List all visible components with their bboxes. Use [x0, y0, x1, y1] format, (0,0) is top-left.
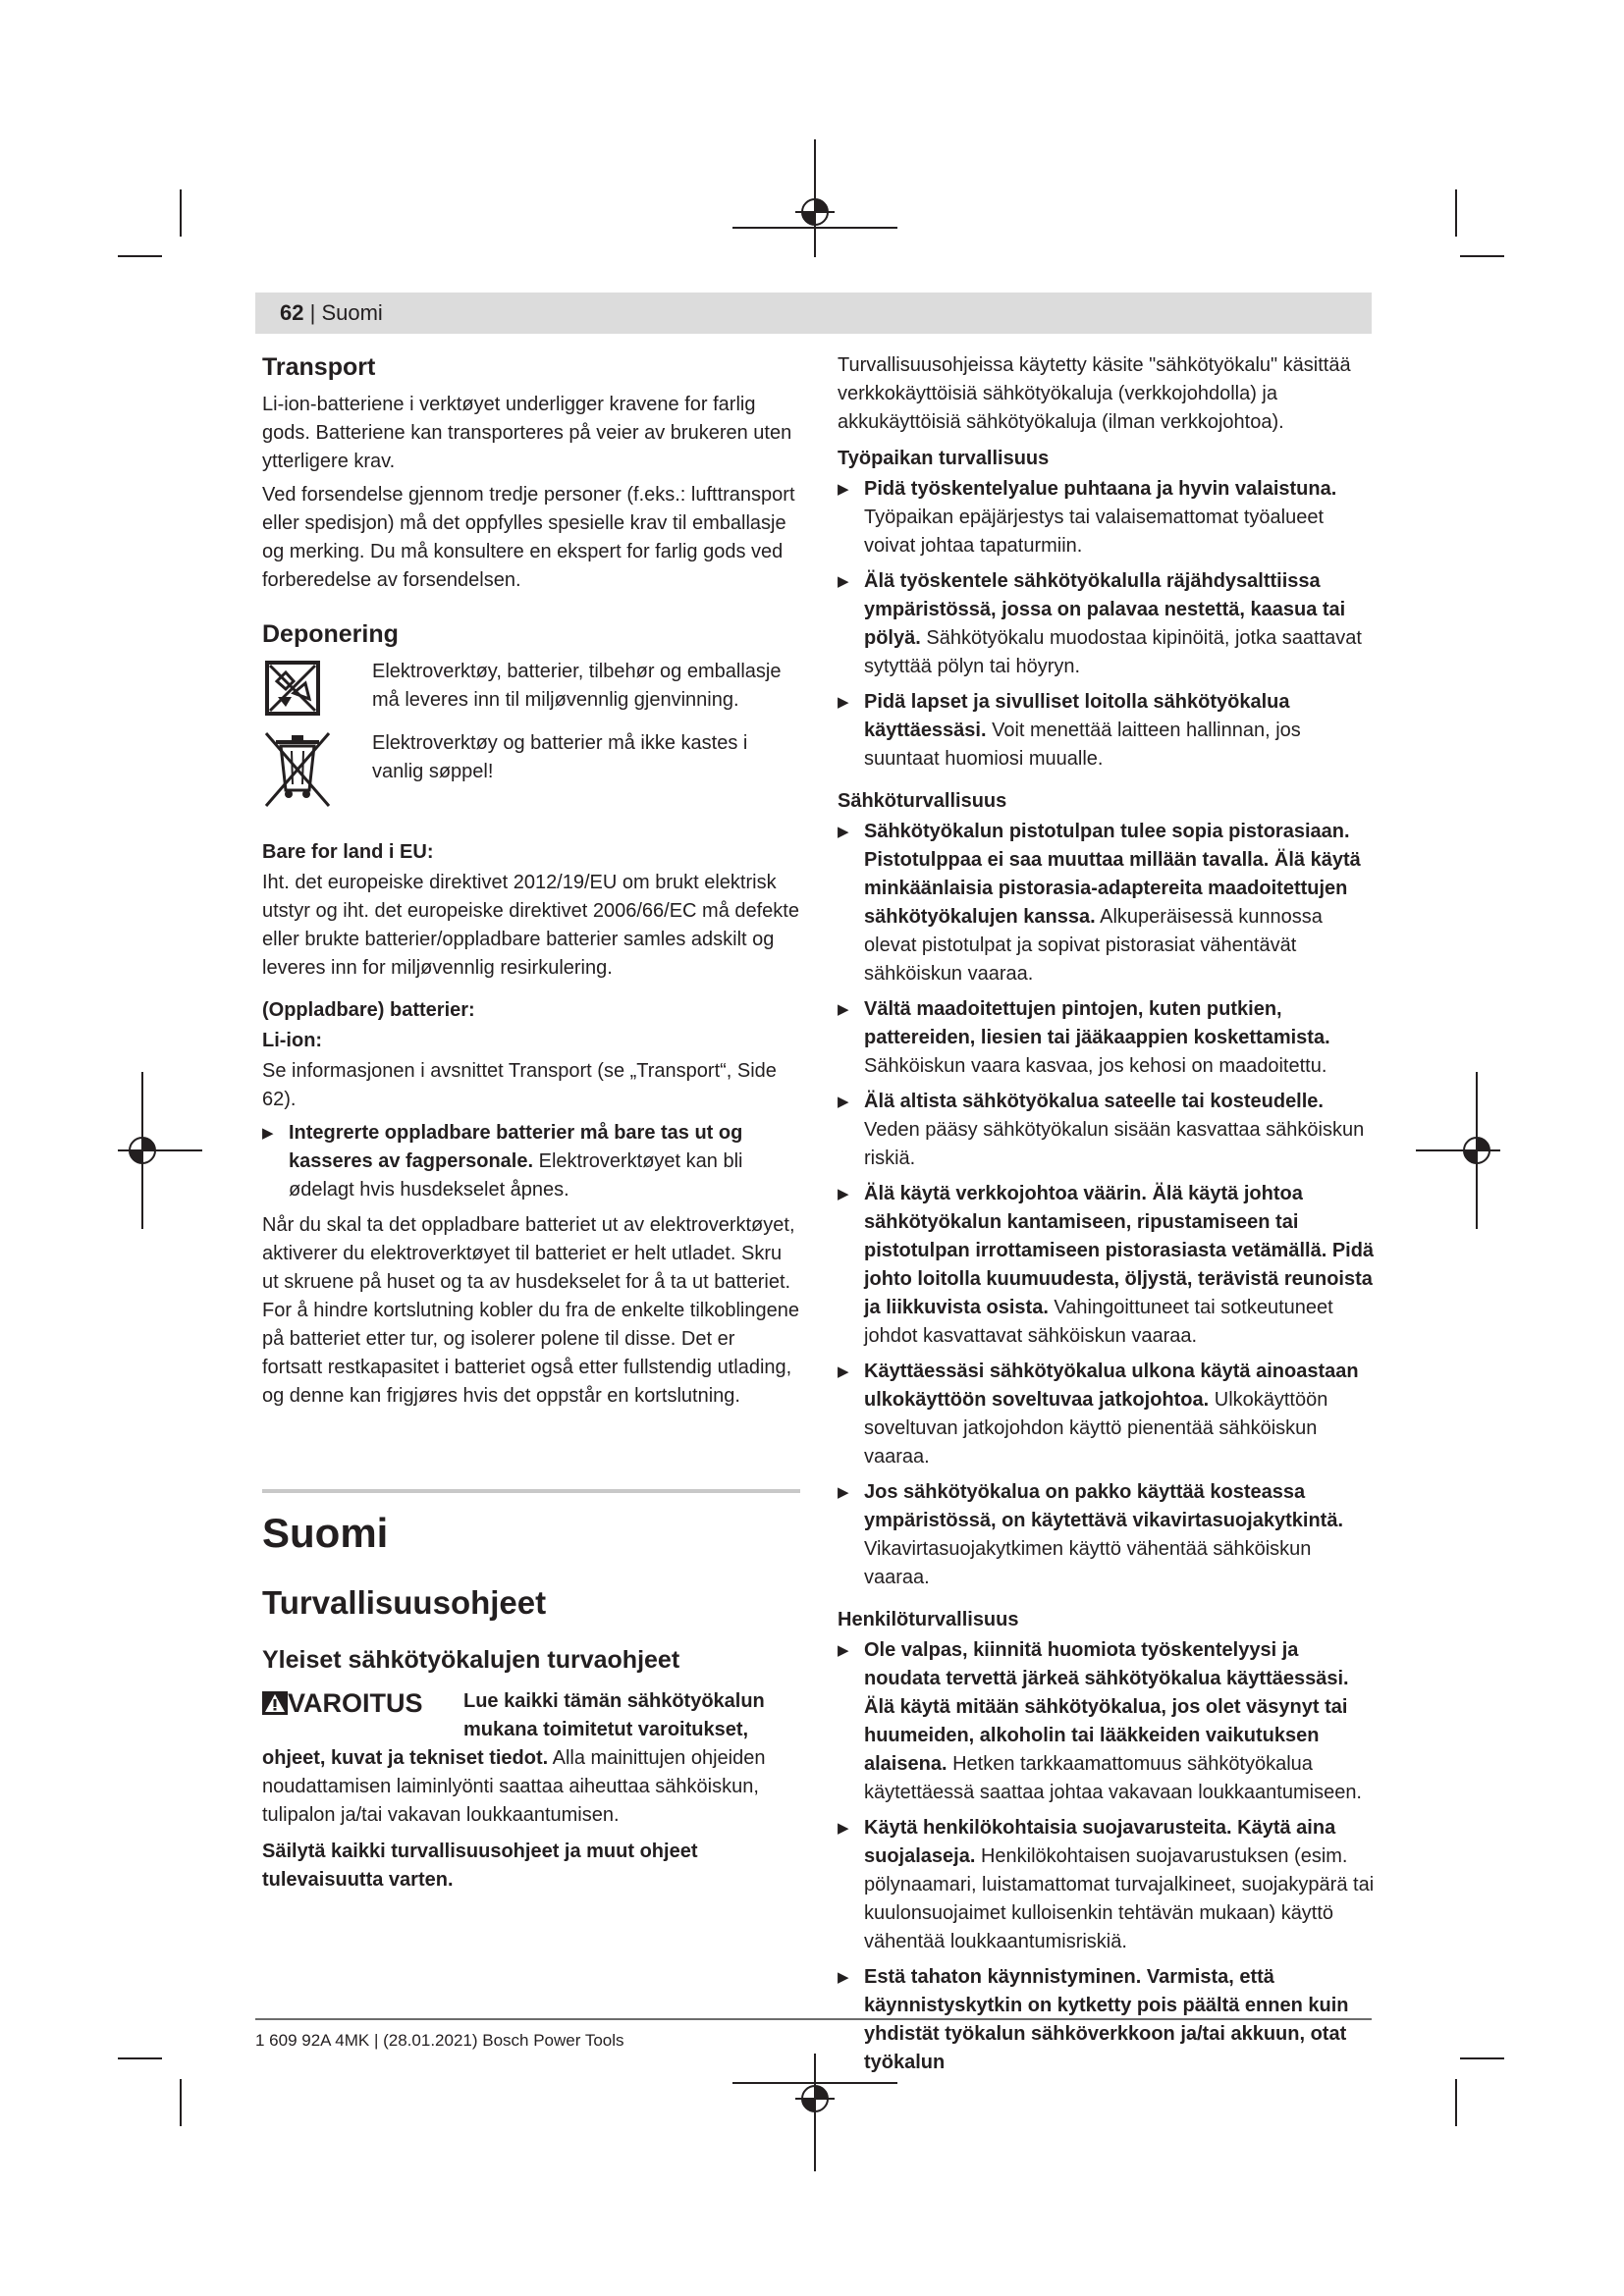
- list-item: [838, 818, 1380, 988]
- left-column: [262, 351, 800, 1899]
- item-text: Vahingoittuneet tai sotkeutuneet johdot kasvattavat sähköiskun vaaraa.: [864, 1297, 1333, 1347]
- item-bold: Estä tahaton käynnistyminen. Varmista, että käynnistyskytkin on kytketty pois päältä ennen kuin yhdistät työkalun sähköverkkoon ja/tai akkuun, otat työkalun: [864, 1966, 1349, 2073]
- crossed-bin-icon: [262, 729, 333, 810]
- header-separator: |: [303, 300, 322, 325]
- crop-mark: [1455, 2079, 1457, 2126]
- li-ion-heading: Li-ion:: [262, 1030, 323, 1051]
- chapter-title: Suomi: [262, 1510, 389, 1556]
- item-text: Veden pääsy sähkötyökalun sisään kasvattaa sähköiskun riskiä.: [864, 1119, 1365, 1169]
- list-item: [838, 1478, 1380, 1592]
- registration-mark-left: [116, 1070, 204, 1232]
- crop-mark: [1455, 189, 1457, 237]
- deponering-heading: Deponering: [262, 620, 399, 648]
- warning-badge: [262, 1687, 463, 1719]
- item-bold: Sähkötyökalun pistotulpan tulee sopia pistorasiaan. Pistotulppaa ei saa muuttaa millään tavalla. Älä käytä minkäänlaisia pistorasia-adaptereita maadoitettujen sähkötyökalujen kanssa.: [864, 821, 1361, 928]
- work-area-list: [838, 475, 1380, 774]
- crop-mark: [118, 2057, 162, 2059]
- transport-heading: Transport: [262, 353, 376, 381]
- crop-mark: [118, 255, 162, 257]
- batteries-text-2: Når du skal ta det oppladbare batteriet ut av elektroverktøyet, aktiverer du elektroverktøyet til batteriet er helt utladet. Skru ut skruene på huset og ta av husdekselet for å ta ut batteriet. For å hindre kortslutning kobler du fra de enkelte tilkoblingene på batteriet etter tur, og isolerer polene til disse. Det er fortsatt restkapasitet i batteriet også etter fullstendig utlading, og denne kan frigjøres hvis det oppstår en kortslutning.: [262, 1214, 799, 1407]
- header-section: Suomi: [321, 300, 383, 325]
- list-item: [838, 1963, 1380, 2077]
- warning-bold-text: Lue kaikki tämän sähkötyökalun mukana toimitetut varoitukset, ohjeet, kuvat ja tekniset tiedot.: [262, 1690, 765, 1769]
- electrical-list: [838, 818, 1380, 1592]
- list-item: [838, 1088, 1380, 1173]
- eu-text: Iht. det europeiske direktivet 2012/19/EU om brukt elektrisk utstyr og iht. det europeiske direktivet 2006/66/EC må defekte eller brukte batterier/oppladbare batterier samles adskilt og leveres inn for miljøvennlig resirkulering.: [262, 872, 799, 979]
- bullet-bold: Integrerte oppladbare batterier må bare tas ut og kasseres av fagpersonale.: [289, 1122, 743, 1172]
- registration-mark-right: [1414, 1070, 1502, 1232]
- batteries-text: Se informasjonen i avsnittet Transport (se „Transport“, Side 62).: [262, 1060, 777, 1110]
- list-item: [838, 1180, 1380, 1351]
- page-header: [280, 300, 383, 326]
- item-text: Sähköiskun vaara kasvaa, jos kehosi on maadoitettu.: [864, 1055, 1327, 1077]
- page-number: 62: [280, 300, 304, 325]
- crop-mark: [180, 189, 182, 237]
- warning-label: VAROITUS: [288, 1688, 423, 1718]
- item-bold: Pidä työskentelyalue puhtaana ja hyvin valaistuna.: [864, 478, 1337, 500]
- item-text: Alkuperäisessä kunnossa olevat pistotulpat ja sopivat pistorasiat vähentävät sähköiskun vaaraa.: [864, 906, 1323, 985]
- item-bold: Älä altista sähkötyökalua sateelle tai kosteudelle.: [864, 1091, 1324, 1112]
- warning-block: [262, 1687, 800, 1830]
- item-bold: Vältä maadoitettujen pintojen, kuten putkien, pattereiden, liesien tai jääkaappien koskettamista.: [864, 998, 1330, 1048]
- list-item: [838, 1814, 1380, 1956]
- disposal-row-1: [262, 658, 800, 725]
- item-text: Työpaikan epäjärjestys tai valaisemattomat työalueet voivat johtaa tapaturmiin.: [864, 507, 1325, 557]
- list-item: [838, 688, 1380, 774]
- work-area-heading: Työpaikan turvallisuus: [838, 448, 1050, 469]
- item-bold: Älä käytä verkkojohtoa väärin. Älä käytä johtoa sähkötyökalun kantamiseen, ripustamiseen tai pistotulpan irrottamiseen pistorasiasta vetämällä. Pidä johto loitolla kuumuudesta, öljystä, terävistä reunoista ja liikkuvista osista.: [864, 1183, 1375, 1318]
- item-bold: Jos sähkötyökalua on pakko käyttää kosteassa ympäristössä, on käytettävä vikavirtasuojakytkintä.: [864, 1481, 1344, 1531]
- crop-mark: [1460, 2057, 1504, 2059]
- transport-paragraph-1: Li-ion-batteriene i verktøyet underligger kravene for farlig gods. Batteriene kan transporteres på veier av brukeren uten ytterligere krav.: [262, 394, 792, 472]
- item-bold: Pidä lapset ja sivulliset loitolla sähkötyökalua käyttäessäsi.: [864, 691, 1290, 741]
- transport-paragraph-2: Ved forsendelse gjennom tredje personer (f.eks.: lufttransport eller spedisjon) må det oppfylles spesielle krav til emballasje og merking. Du må konsultere en ekspert for farlig gods ved forberedelse av forsendelsen.: [262, 484, 795, 591]
- footer-rule: [255, 2018, 1372, 2020]
- warning-triangle-icon: [262, 1691, 288, 1715]
- registration-mark-top: [725, 137, 906, 260]
- list-item: [838, 1636, 1380, 1807]
- item-bold: Ole valpas, kiinnitä huomiota työskentelyysi ja noudata tervettä järkeä sähkötyökalua käyttäessäsi. Älä käytä mitään sähkötyökalua, jos olet väsynyt tai huumeiden, alkoholin tai lääkkeiden vaikutuksen alaisena.: [864, 1639, 1349, 1775]
- item-text: Ulkokäyttöön soveltuvan jatkojohdon käyttö pienentää sähköiskun vaaraa.: [864, 1389, 1328, 1468]
- recycling-symbol-icon: [264, 660, 321, 717]
- disposal-text-1: Elektroverktøy, batterier, tilbehør og emballasje må leveres inn til miljøvennlig gjenvinning.: [372, 661, 782, 711]
- item-text: Voit menettää laitteen hallinnan, jos suuntaat huomiosi muualle.: [864, 720, 1301, 770]
- item-bold: Käytä henkilökohtaisia suojavarusteita. Käytä aina suojalaseja.: [864, 1817, 1336, 1867]
- disposal-row-2: [262, 729, 800, 819]
- list-item: [838, 475, 1380, 561]
- item-text: Hetken tarkkaamattomuus sähkötyökalua käytettäessä saattaa johtaa vakavaan loukkaantumiseen.: [864, 1753, 1362, 1803]
- batteries-bullets: [262, 1119, 800, 1204]
- item-text: Vikavirtasuojakytkimen käyttö vähentää sähköiskun vaaraa.: [864, 1538, 1312, 1588]
- crop-mark: [180, 2079, 182, 2126]
- personal-list: [838, 1636, 1380, 2077]
- personal-heading: Henkilöturvallisuus: [838, 1609, 1019, 1630]
- right-column: [838, 351, 1380, 2084]
- crop-mark: [1460, 255, 1504, 257]
- eu-heading: Bare for land i EU:: [262, 841, 434, 863]
- item-bold: Käyttäessäsi sähkötyökalua ulkona käytä ainoastaan ulkokäyttöön soveltuvaa jatkojohtoa.: [864, 1361, 1359, 1411]
- bullet-rest: Elektroverktøyet kan bli ødelagt hvis husdekselet åpnes.: [289, 1150, 743, 1201]
- item-bold: Älä työskentele sähkötyökalulla räjähdysalttiissa ympäristössä, jossa on palavaa nestettä, kaasua tai pölyä.: [864, 570, 1346, 649]
- safety-title: Turvallisuusohjeet: [262, 1584, 547, 1621]
- save-instructions: Säilytä kaikki turvallisuusohjeet ja muut ohjeet tulevaisuutta varten.: [262, 1841, 698, 1891]
- footer-text: 1 609 92A 4MK | (28.01.2021) Bosch Power Tools: [255, 2031, 624, 2050]
- item-text: Sähkötyökalu muodostaa kipinöitä, jotka saattavat sytyttää pölyn tai höyryn.: [864, 627, 1362, 677]
- list-item: [838, 567, 1380, 681]
- list-item: [838, 1358, 1380, 1471]
- header-bar: [255, 293, 1372, 334]
- intro-text: Turvallisuusohjeissa käytetty käsite "sähkötyökalu" käsittää verkkokäyttöisiä sähkötyökaluja (verkkojohdolla) ja akkukäyttöisiä sähkötyökaluja (ilman verkkojohtoa).: [838, 354, 1351, 433]
- batteries-heading: (Oppladbare) batterier:: [262, 999, 475, 1021]
- disposal-text-2: Elektroverktøy og batterier må ikke kastes i vanlig søppel!: [372, 732, 748, 782]
- warning-text: Alla mainittujen ohjeiden noudattamisen laiminlyönti saattaa aiheuttaa sähköiskun, tulipalon ja/tai vakavan loukkaantumisen.: [262, 1747, 766, 1826]
- general-safety-heading: Yleiset sähkötyökalujen turvaohjeet: [262, 1646, 680, 1674]
- item-text: Henkilökohtaisen suojavarustuksen (esim. pölynaamari, luistamattomat turvajalkineet, suojakypärä tai kuulonsuojaimet kulloisenkin tehtävän mukaan) käyttö vähentää loukkaantumisriskiä.: [864, 1845, 1375, 1952]
- electrical-heading: Sähköturvallisuus: [838, 790, 1007, 812]
- section-divider: [262, 1489, 800, 1493]
- list-item: [838, 995, 1380, 1081]
- list-item: [262, 1119, 800, 1204]
